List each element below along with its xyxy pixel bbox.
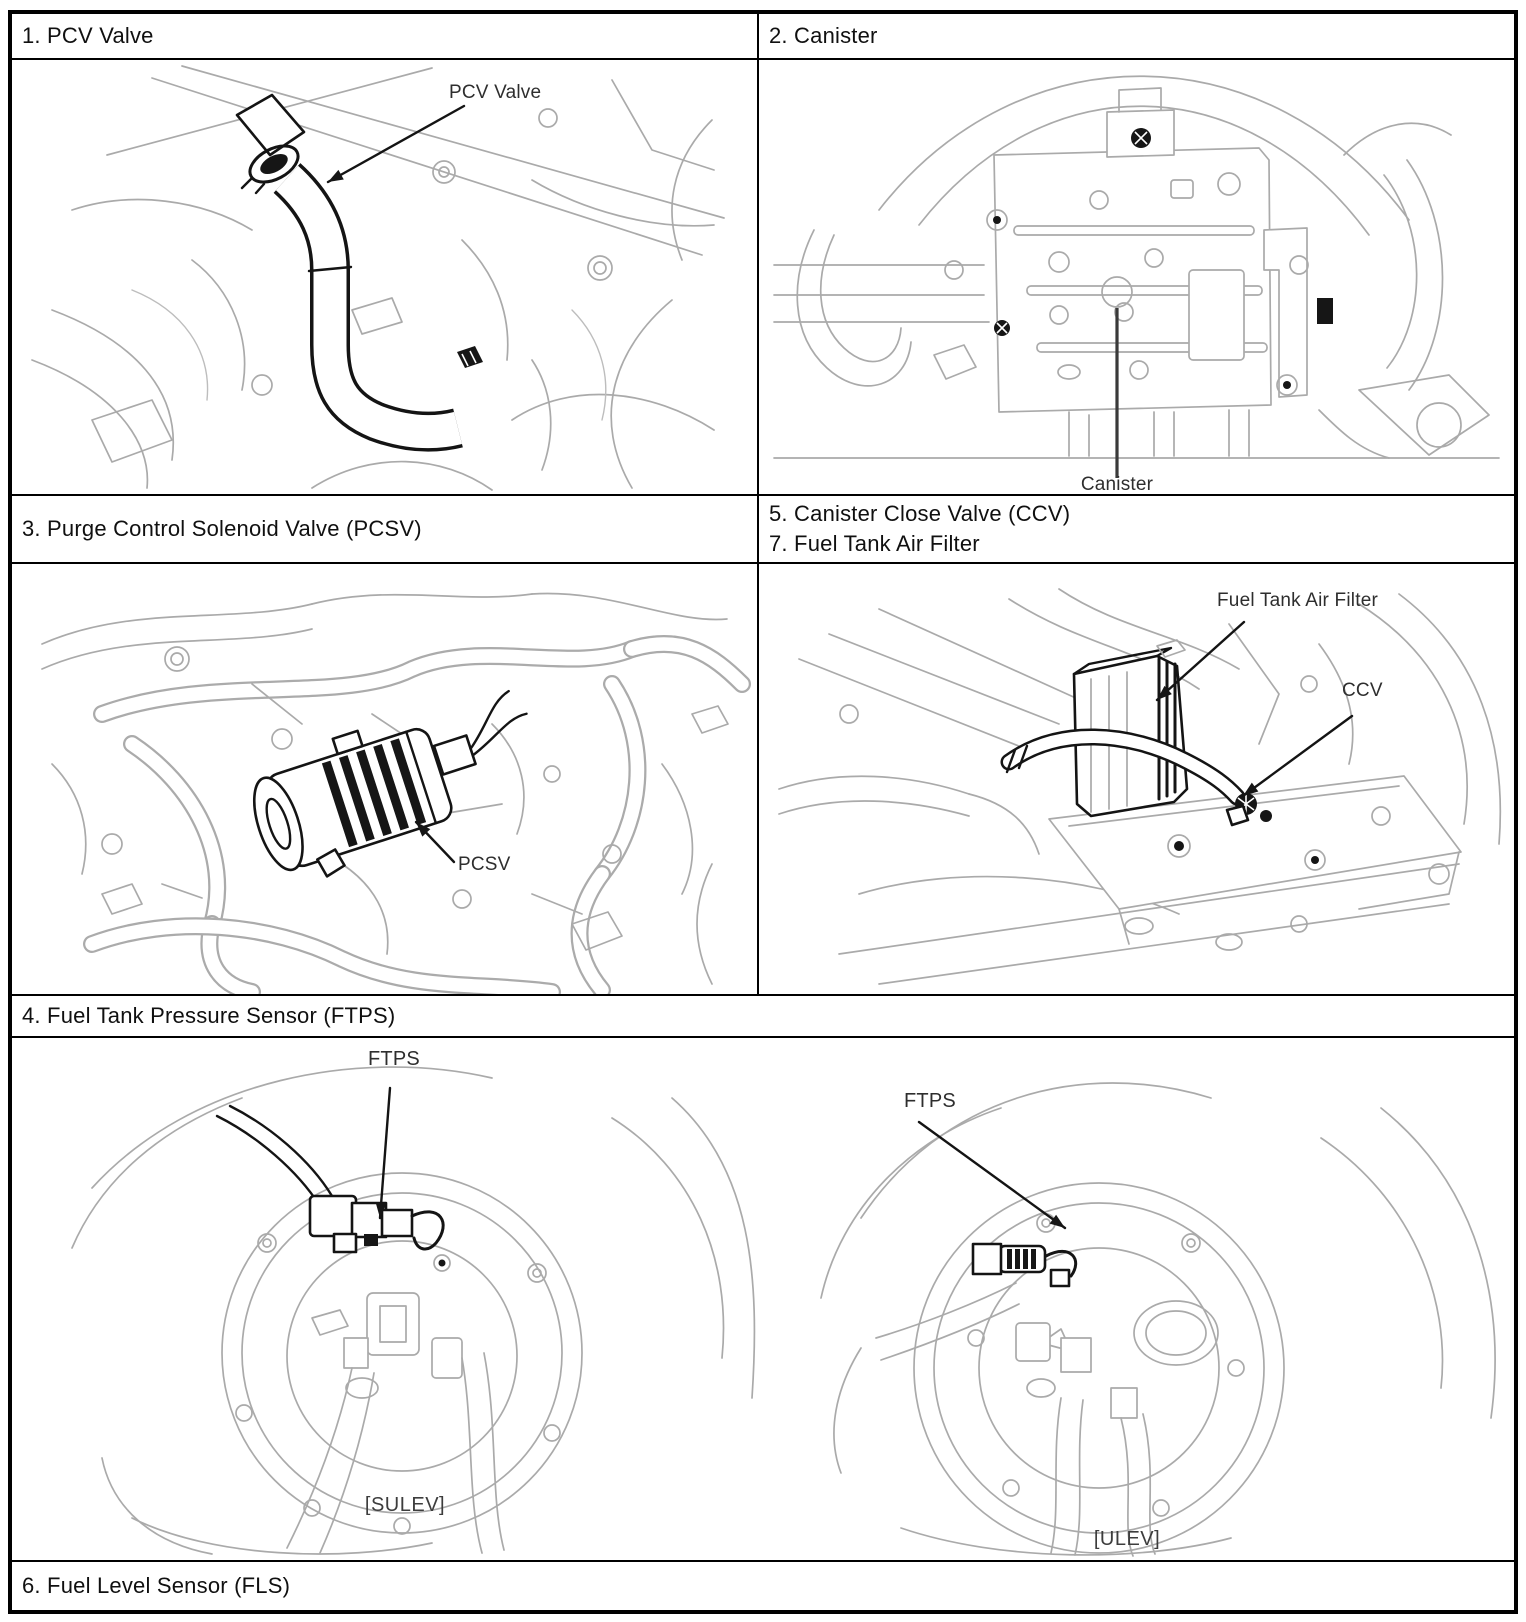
ftps-sulev-callout: FTPS [368,1048,420,1070]
ftps-ulev-caption: [ULEV] [1093,1528,1161,1550]
header-pcsv-text: 3. Purge Control Solenoid Valve (PCSV) [22,516,422,541]
header-fls-text: 6. Fuel Level Sensor (FLS) [22,1573,291,1598]
canister-callout: Canister [1080,474,1154,494]
header-ftps [12,994,1514,1036]
header-fuel-tank-air-filter-text: 7. Fuel Tank Air Filter [769,531,980,556]
header-canister [757,14,1514,58]
header-fls [12,1560,1514,1610]
figure-canister [757,58,1514,494]
header-pcv-valve-text: 1. PCV Valve [22,23,154,48]
pcv-valve-drawing [12,60,757,494]
ftps-sulev-caption: [SULEV] [364,1494,446,1516]
pcsv-callout: PCSV [458,854,511,875]
ccv-filter-drawing [759,564,1510,994]
pcsv-drawing [12,564,757,994]
figure-ccv-fuel-tank-air-filter [757,562,1514,994]
header-canister-text: 2. Canister [769,23,878,48]
header-pcsv [12,494,757,562]
figure-ftps-sulev [12,1038,761,1560]
fuel-tank-air-filter-callout: Fuel Tank Air Filter [1217,590,1378,611]
ftps-sulev-drawing [12,1038,761,1560]
pcv-valve-callout: PCV Valve [449,82,542,103]
header-pcv-valve [12,14,757,58]
figure-ftps-row [12,1036,1514,1560]
ccv-callout: CCV [1342,680,1383,701]
canister-drawing [759,60,1510,494]
component-location-table [8,10,1518,1614]
header-ftps-text: 4. Fuel Tank Pressure Sensor (FTPS) [22,1003,396,1028]
figure-pcsv [12,562,757,994]
header-ccv-text: 5. Canister Close Valve (CCV) [769,501,1071,526]
figure-pcv-valve [12,58,757,494]
ftps-ulev-drawing [761,1038,1510,1560]
header-ccv-fuel-tank-air-filter [757,494,1514,562]
figure-ftps-ulev [761,1038,1510,1560]
ftps-ulev-callout: FTPS [904,1090,956,1112]
